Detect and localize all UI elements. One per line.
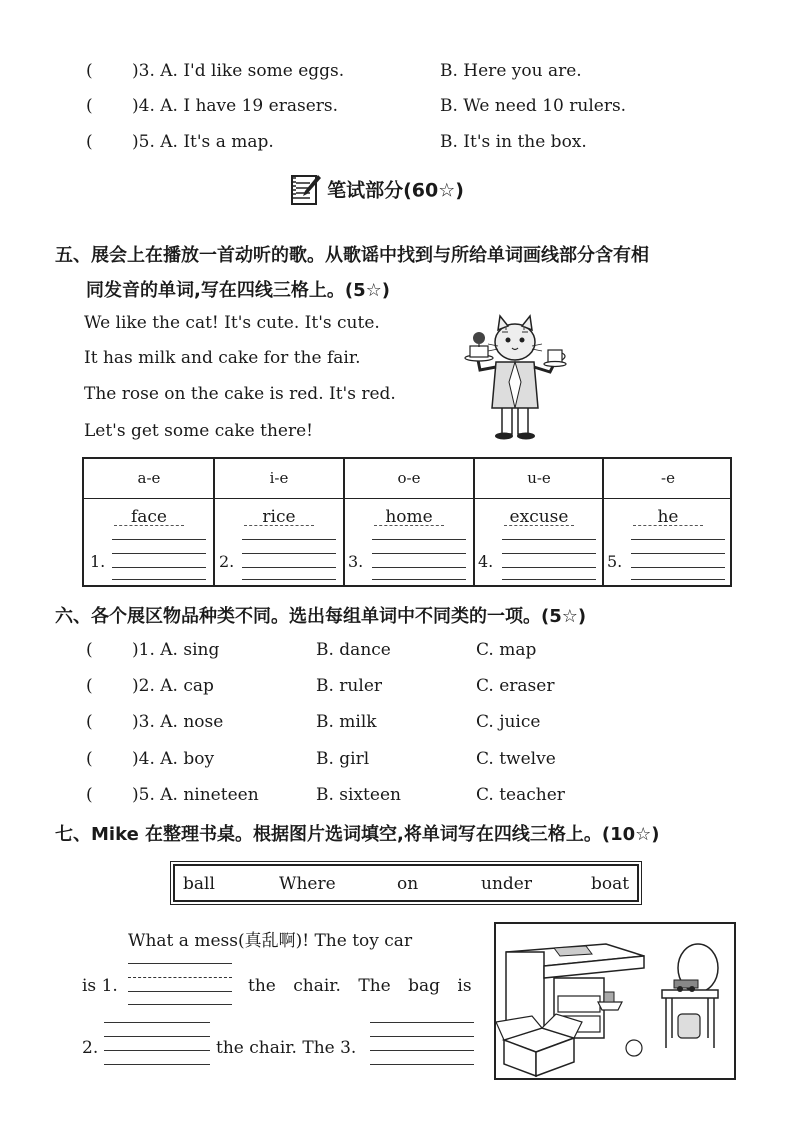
word-bank-item: ball: [183, 874, 215, 894]
example-word: excuse: [509, 507, 569, 527]
example-word: rice: [262, 507, 296, 527]
option-a: )2. A. cap: [132, 676, 214, 696]
passage-line-3: the chair. The 3.: [216, 1038, 357, 1058]
notebook-pencil-icon: [288, 172, 322, 206]
messy-desk-illustration: [494, 922, 736, 1080]
answer-number: 3.: [348, 552, 364, 571]
option-c: C. eraser: [476, 676, 555, 696]
section5-title-line1: 五、展会上在播放一首动听的歌。从歌谣中找到与所给单词画线部分含有相: [55, 245, 649, 266]
phonics-header: i-e: [269, 469, 289, 487]
answer-number: 2.: [219, 552, 235, 571]
example-word: he: [657, 507, 679, 527]
chant-line: The rose on the cake is red. It's red.: [84, 384, 396, 404]
cat-waiter-illustration: [462, 312, 574, 440]
option-a: )5. A. nineteen: [132, 785, 259, 805]
answer-paren: (: [86, 640, 93, 660]
chant-line: It has milk and cake for the fair.: [84, 348, 361, 368]
option-a: )3. A. I'd like some eggs.: [132, 61, 345, 81]
answer-number: 5.: [607, 552, 623, 571]
word-bank-item: on: [397, 874, 419, 894]
word-bank-item: Where: [279, 874, 336, 894]
chant-line: Let's get some cake there!: [84, 421, 313, 441]
option-a: )5. A. It's a map.: [132, 132, 274, 152]
example-word: face: [130, 507, 167, 527]
option-a: )1. A. sing: [132, 640, 220, 660]
answer-paren: (: [86, 132, 93, 152]
word-bank-item: under: [481, 874, 532, 894]
answer-paren: (: [86, 96, 93, 116]
option-a: )4. A. I have 19 erasers.: [132, 96, 339, 116]
blank-number-1: is 1.: [82, 976, 118, 996]
section5-title-line2: 同发音的单词,写在四线三格上。(5☆): [86, 280, 390, 301]
option-c: C. twelve: [476, 749, 556, 769]
word-bank-item: boat: [591, 874, 630, 894]
phonics-header: u-e: [527, 469, 551, 487]
word-bank: [173, 864, 639, 902]
phonics-table: [82, 457, 732, 587]
answer-paren: (: [86, 749, 93, 769]
option-b: B. It's in the box.: [440, 132, 587, 152]
chant-line: We like the cat! It's cute. It's cute.: [84, 313, 380, 333]
answer-paren: (: [86, 785, 93, 805]
passage-line-2: the chair. The bag is: [248, 976, 472, 996]
phonics-header: a-e: [137, 469, 161, 487]
answer-paren: (: [86, 712, 93, 732]
option-b: B. ruler: [316, 676, 382, 696]
option-c: C. teacher: [476, 785, 565, 805]
answer-number: 4.: [478, 552, 494, 571]
section6-title: 六、各个展区物品种类不同。选出每组单词中不同类的一项。(5☆): [55, 606, 587, 627]
phonics-header: -e: [661, 469, 675, 487]
option-c: C. map: [476, 640, 537, 660]
option-b: B. milk: [316, 712, 377, 732]
option-b: B. We need 10 rulers.: [440, 96, 627, 116]
passage-line-1: What a mess(真乱啊)! The toy car: [128, 931, 413, 951]
answer-paren: (: [86, 676, 93, 696]
option-a: )3. A. nose: [132, 712, 224, 732]
phonics-header: o-e: [397, 469, 421, 487]
option-b: B. girl: [316, 749, 370, 769]
option-b: B. sixteen: [316, 785, 401, 805]
section7-title: 七、Mike 在整理书桌。根据图片选词填空,将单词写在四线三格上。(10☆): [55, 824, 660, 845]
written-section-header: [288, 172, 464, 206]
example-word: home: [385, 507, 433, 527]
written-section-title: 笔试部分(60☆): [327, 179, 464, 202]
option-c: C. juice: [476, 712, 541, 732]
option-a: )4. A. boy: [132, 749, 215, 769]
answer-paren: (: [86, 61, 93, 81]
blank-number-2: 2.: [82, 1038, 99, 1058]
option-b: B. Here you are.: [440, 61, 582, 81]
option-b: B. dance: [316, 640, 391, 660]
answer-number: 1.: [90, 552, 106, 571]
